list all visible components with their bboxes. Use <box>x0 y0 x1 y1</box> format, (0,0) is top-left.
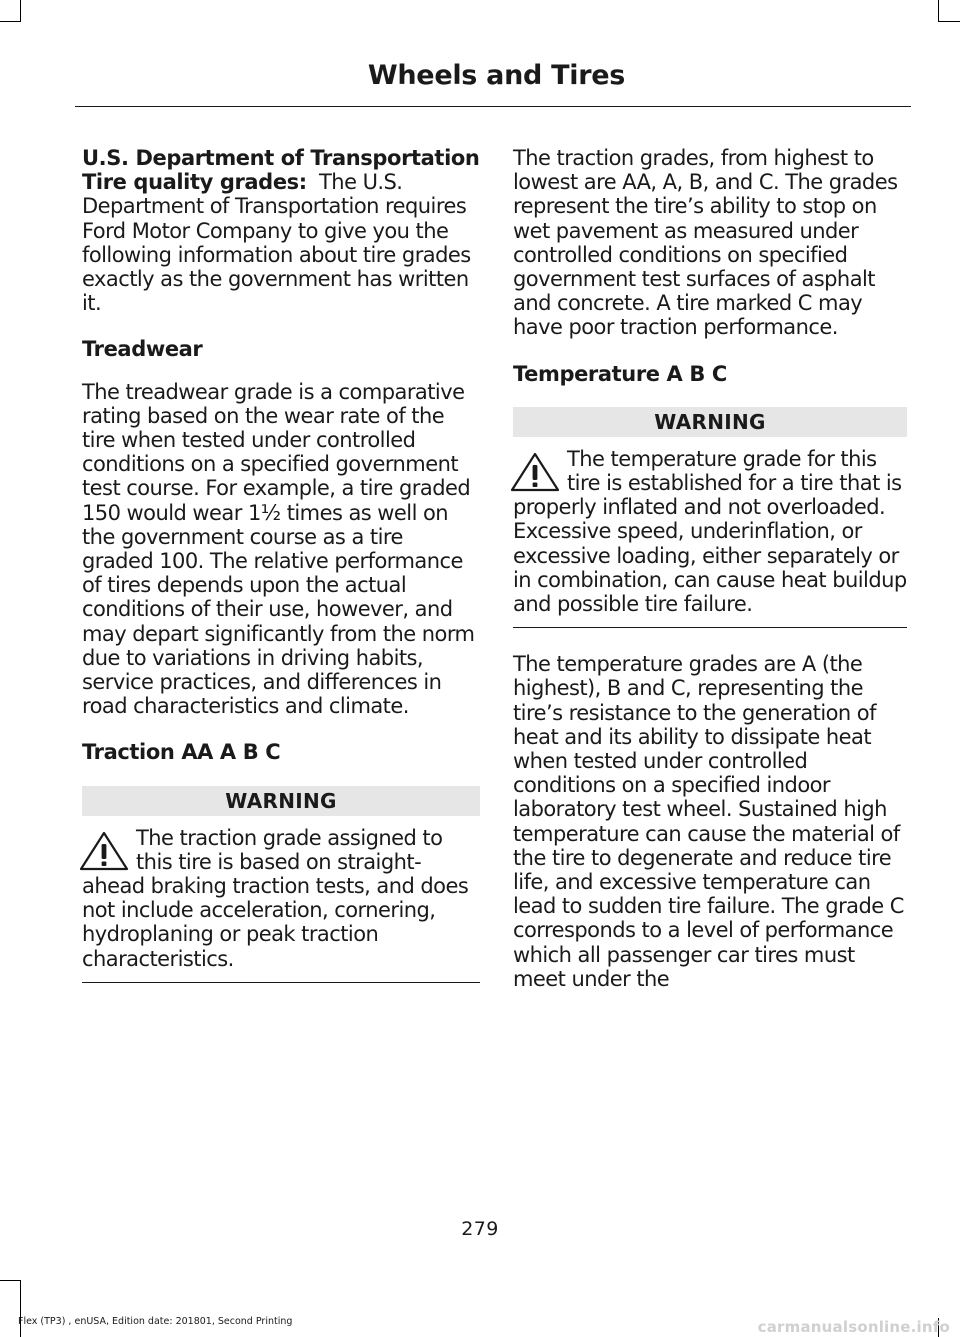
warning-banner: WARNING <box>82 786 480 816</box>
warning-triangle-icon <box>78 830 130 872</box>
temperature-paragraph: The temperature grades are A (the highest), B and C, representing the tire’s resistance to the generation of heat and its ability to dissipate heat when tested under controlled conditions on a specified indoor laboratory test wheel. Sustained high temperature can cause the material of the tire to degenerate and reduce tire life, and excessive temperature can lead to sudden tire failure. The grade C corresponds to a level of performance which all passenger car tires must meet under the <box>513 652 904 991</box>
treadwear-heading: Treadwear <box>82 337 203 362</box>
warning-divider <box>513 627 907 628</box>
temperature-heading: Temperature A B C <box>513 361 727 386</box>
warning-text: The traction grade assigned to this tire is based on straight-ahead braking traction tests, and does not include acceleration, cornering, hydroplaning or peak traction characteristics. <box>82 825 469 971</box>
intro-text: The U.S. Department of Transportation requires Ford Motor Company to give you the following information about tire grades exactly as the government has written it. <box>82 170 471 316</box>
warning-banner: WARNING <box>513 407 907 437</box>
crop-mark <box>938 0 939 22</box>
warning-body <box>513 447 907 616</box>
traction-heading: Traction AA A B C <box>82 740 281 765</box>
warning-text: The temperature grade for this tire is established for a tire that is properly inflated and not overloaded. Excessive speed, underinflation, or excessive loading, either separately or in combination, can cause heat buildup and possible tire failure. <box>513 446 907 617</box>
header-divider <box>75 106 911 107</box>
crop-mark <box>0 1280 21 1281</box>
crop-mark <box>938 21 960 22</box>
right-column <box>513 146 907 991</box>
intro-heading: U.S. Department of Transportation Tire quality grades: <box>82 146 480 195</box>
temperature-warning <box>513 407 907 628</box>
intro-paragraph <box>82 146 480 315</box>
edition-footer: Flex (TP3) , enUSA, Edition date: 201801, Second Printing <box>18 1316 293 1327</box>
treadwear-paragraph: The treadwear grade is a comparative rating based on the wear rate of the tire when tested under controlled conditions on a specified government test course. For example, a tire graded 150 would wear 1½ times as well on the government course as a tire graded 100. The relative performance of tires depends upon the actual conditions of their use, however, and may depart significantly from the norm due to variations in driving habits, service practices, and differences in road characteristics and climate. <box>82 379 475 719</box>
section-title: Wheels and Tires <box>367 60 625 91</box>
traction-paragraph: The traction grades, from highest to lowest are AA, A, B, and C. The grades represent the tire’s ability to stop on wet pavement as measured under controlled conditions on specified government test surfaces of asphalt and concrete. A tire marked C may have poor traction performance. <box>513 146 898 340</box>
watermark: carmanualsonline.info <box>757 1318 950 1336</box>
warning-body <box>82 826 480 971</box>
crop-mark <box>20 1280 21 1337</box>
warning-triangle-icon <box>509 451 561 493</box>
crop-mark <box>0 21 21 22</box>
traction-warning <box>82 786 480 983</box>
left-column <box>82 146 480 983</box>
page-number: 279 <box>461 1218 499 1240</box>
warning-divider <box>82 982 480 983</box>
crop-mark <box>20 0 21 22</box>
